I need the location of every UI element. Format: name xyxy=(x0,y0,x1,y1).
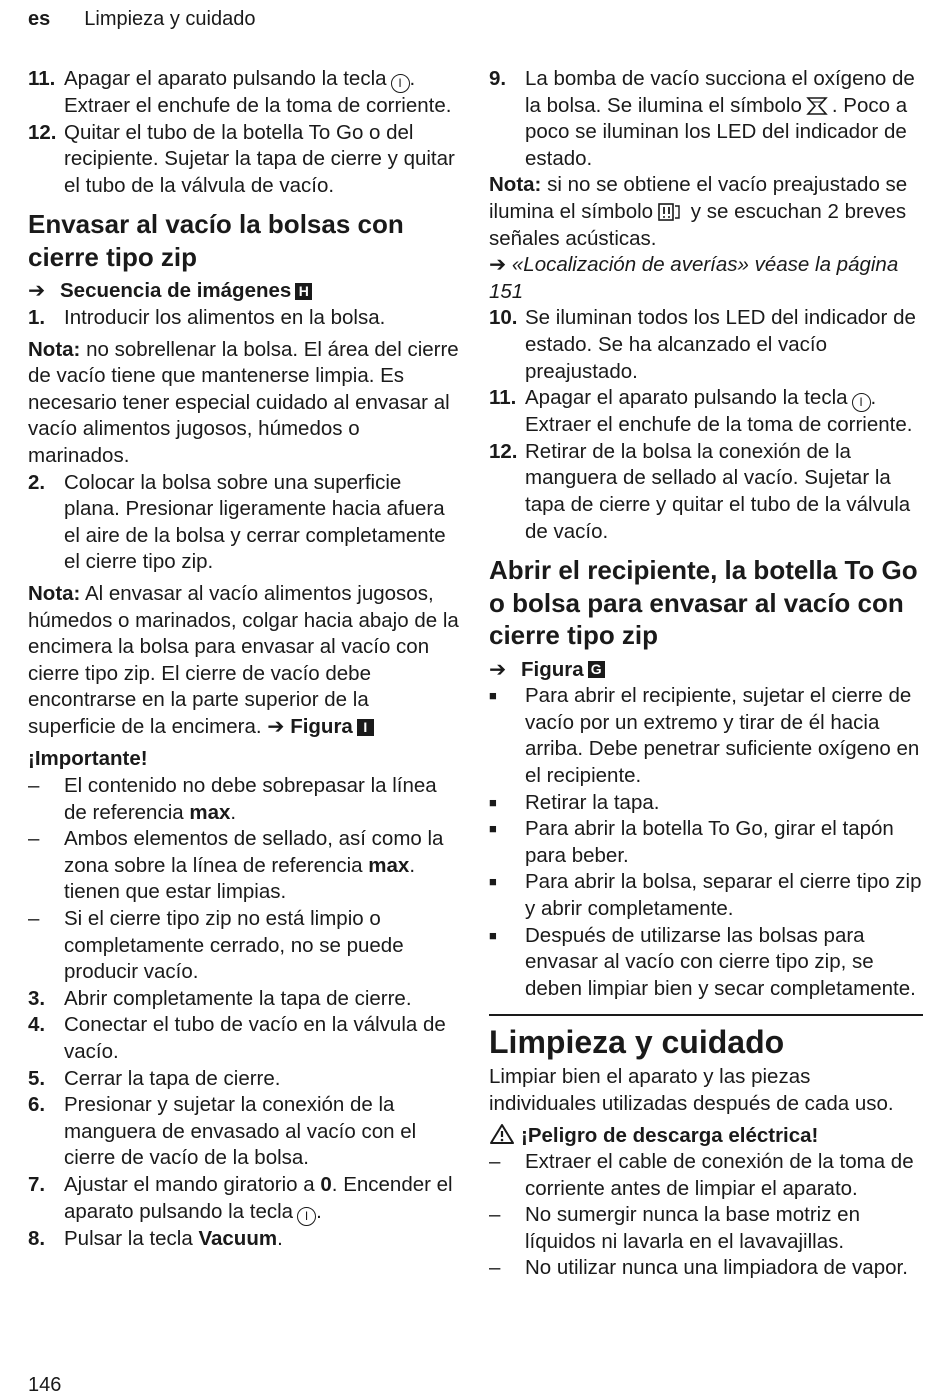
step-12: 12. Quitar el tubo de la botella To Go o del recipiente. Sujetar la tapa de cierre y quitar el tubo de la válvula de vacío. xyxy=(28,120,455,197)
arrow-right-icon: ➔ xyxy=(267,714,285,738)
power-key-icon: I xyxy=(297,1207,316,1226)
step-7: 7. Ajustar el mando giratorio a 0. Encender el aparato pulsando la tecla I . xyxy=(28,1172,460,1226)
step-11: 11. Apagar el aparato pulsando la tecla I . Extraer el enchufe de la toma de corriente. xyxy=(28,67,452,117)
note-vacuum-error: Nota: si no se obtiene el vacío preajustado se ilumina el símbolo y se escuchan 2 breves señales acústicas. xyxy=(489,173,908,250)
heading-cleaning: Limpieza y cuidado xyxy=(489,1014,923,1061)
arrow-right-icon: ➔ xyxy=(489,657,507,681)
step-1: 1. Introducir los alimentos en la bolsa. xyxy=(28,305,386,329)
dash-item: – No utilizar nunca una limpiadora de vapor. xyxy=(489,1256,908,1280)
arrow-right-icon: ➔ xyxy=(489,253,507,277)
important-heading: ¡Importante! xyxy=(28,747,148,771)
dash-item: – Si el cierre tipo zip no está limpio o completamente cerrado, no se puede producir vacío. xyxy=(28,907,404,984)
step-5: 5. Cerrar la tapa de cierre. xyxy=(28,1066,281,1090)
note-overfill: Nota: no sobrellenar la bolsa. El área del cierre de vacío tiene que mantenerse limpia. Es necesario tener especial cuidado al envasar al vacío alimentos jugosos, húmedos o marinados. xyxy=(28,337,459,467)
danger-warning: ¡Peligro de descarga eléctrica! xyxy=(489,1123,923,1150)
note-hang-bag: Nota: Al envasar al vacío alimentos jugosos, húmedos o marinados, colgar hacia abajo de la encimera la bolsa para envasar al vacío con cierre tipo zip. El cierre de vacío debe encontrarse en la parte superior de la superficie de la encimera. ➔ Figura I xyxy=(28,581,459,738)
figure-badge-g: G xyxy=(588,661,605,678)
warning-triangle-icon xyxy=(489,1123,515,1145)
list-item: ■ Para abrir el recipiente, sujetar el cierre de vacío por un extremo y tirar de él hacia arriba. Debe penetrar suficiente oxígeno en el recipiente. xyxy=(489,683,923,789)
figure-ref: ➔ Figura G xyxy=(489,657,923,684)
dash-item: – El contenido no debe sobrepasar la línea de referencia max. xyxy=(28,774,437,824)
heading-open-container: Abrir el recipiente, la botella To Go o bolsa para envasar al vacío con cierre tipo zip xyxy=(489,555,918,651)
heading-zip-bags: Envasar al vacío la bolsas con cierre tipo zip xyxy=(28,209,404,272)
list-item: ■ Para abrir la bolsa, separar el cierre tipo zip y abrir completamente. xyxy=(489,869,923,922)
square-bullet-icon: ■ xyxy=(489,927,497,943)
dash-item: – Extraer el cable de conexión de la toma de corriente antes de limpiar el aparato. xyxy=(489,1150,914,1200)
step-2: 2. Colocar la bolsa sobre una superficie plana. Presionar ligeramente hacia afuera el aire de la bolsa y cerrar completamente el cierre tipo zip. xyxy=(28,470,446,574)
power-key-icon: I xyxy=(391,74,410,93)
bullet-list xyxy=(489,683,923,1002)
arrow-right-icon: ➔ xyxy=(28,279,46,303)
dash-item: – No sumergir nunca la base motriz en líquidos ni lavarla en el lavavajillas. xyxy=(489,1203,860,1253)
cleaning-intro: Limpiar bien el aparato y las piezas individuales utilizadas después de cada uso. xyxy=(489,1065,894,1115)
power-key-icon: I xyxy=(852,393,871,412)
page-header xyxy=(28,6,255,33)
step-4: 4. Conectar el tubo de vacío en la válvula de vacío. xyxy=(28,1013,446,1063)
step-12: 12. Retirar de la bolsa la conexión de la manguera de sellado al vacío. Sujetar la tapa de cierre y quitar el tubo de la válvula de vacío. xyxy=(489,439,911,543)
error-symbol-icon xyxy=(657,202,681,222)
square-bullet-icon: ■ xyxy=(489,821,497,837)
step-11: 11. Apagar el aparato pulsando la tecla I . Extraer el enchufe de la toma de corriente. xyxy=(489,386,913,437)
vacuum-symbol-icon xyxy=(806,96,828,116)
header-title: Limpieza y cuidado xyxy=(84,8,256,30)
square-bullet-icon: ■ xyxy=(489,874,497,890)
troubleshooting-ref: ➔ «Localización de averías» véase la página 151 xyxy=(489,253,899,303)
right-column xyxy=(489,66,923,1282)
step-3: 3. Abrir completamente la tapa de cierre. xyxy=(28,986,412,1010)
list-item: ■ Retirar la tapa. xyxy=(489,790,923,817)
list-item: ■ Después de utilizarse las bolsas para envasar al vacío con cierre tipo zip, se deben limpiar bien y secar completamente. xyxy=(489,923,923,1003)
list-item: ■ Para abrir la botella To Go, girar el tapón para beber. xyxy=(489,816,923,869)
left-column xyxy=(28,66,460,1252)
step-6: 6. Presionar y sujetar la conexión de la manguera de envasado al vacío con el cierre de vacío de la bolsa. xyxy=(28,1093,417,1170)
square-bullet-icon: ■ xyxy=(489,688,497,704)
page-number: 146 xyxy=(28,1374,62,1396)
figure-badge-h: H xyxy=(295,283,312,300)
figure-badge-i: I xyxy=(357,719,374,736)
image-sequence-ref: ➔ Secuencia de imágenes H xyxy=(28,278,460,305)
step-10: 10. Se iluminan todos los LED del indicador de estado. Se ha alcanzado el vacío preajustado. xyxy=(489,306,916,383)
step-9: 9. La bomba de vacío succiona el oxígeno de la bolsa. Se ilumina el símbolo . Poco a poco se iluminan los LED del indicador de estado. xyxy=(489,67,915,170)
dash-item: – Ambos elementos de sellado, así como la zona sobre la línea de referencia max. tienen que estar limpias. xyxy=(28,827,444,904)
square-bullet-icon: ■ xyxy=(489,794,497,810)
language-code: es xyxy=(28,8,51,30)
step-8: 8. Pulsar la tecla Vacuum. xyxy=(28,1226,283,1250)
